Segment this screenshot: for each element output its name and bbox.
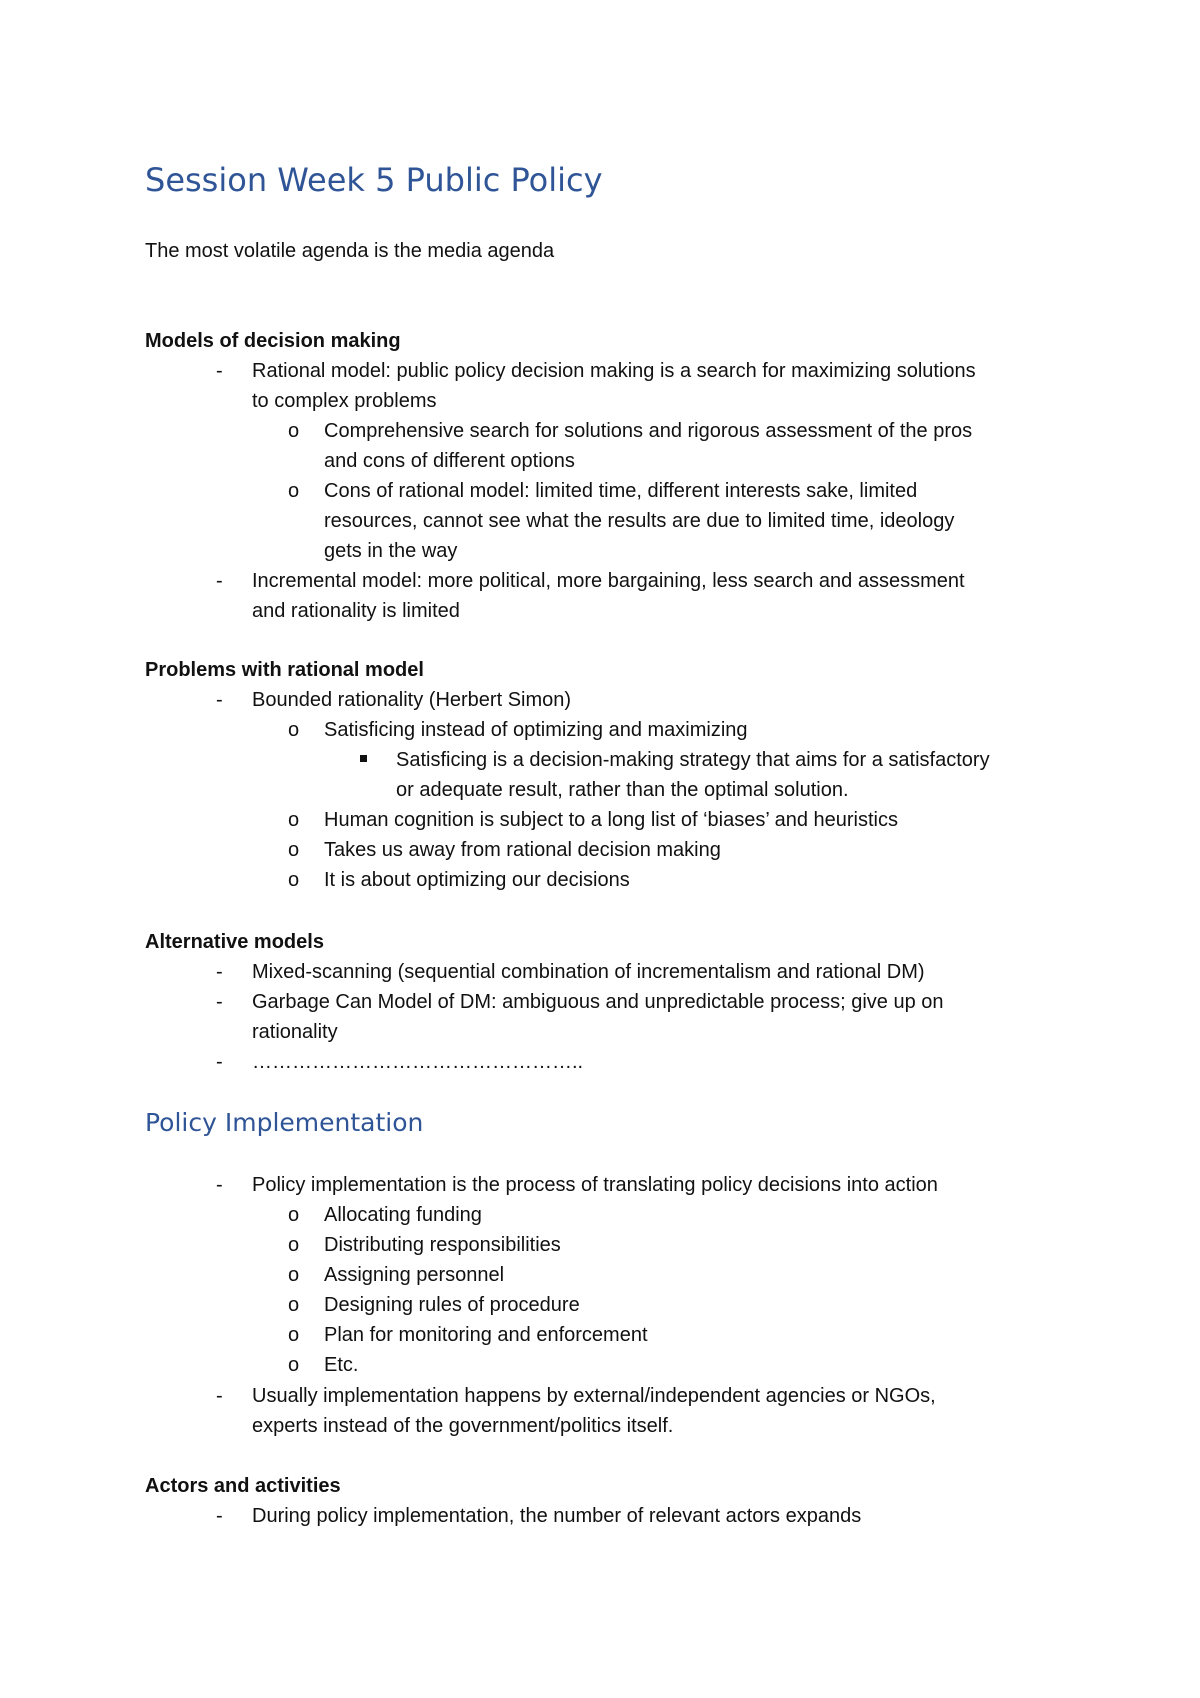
dash-bullet: - [216, 991, 223, 1013]
circle-bullet: o [288, 1234, 300, 1256]
comprehensive-line-2: and cons of different options [324, 450, 575, 472]
cons-line-1: Cons of rational model: limited time, different interests sake, limited [324, 480, 918, 502]
placeholder-dots: ………………………………………….. [252, 1051, 584, 1073]
implementation-heading: Policy Implementation [145, 1108, 424, 1137]
circle-bullet: o [288, 1264, 300, 1286]
dash-bullet: - [216, 1051, 223, 1073]
satisficing-def-line-2: or adequate result, rather than the optimal solution. [396, 779, 849, 801]
garbage-can-line-2: rationality [252, 1021, 338, 1043]
dash-bullet: - [216, 961, 223, 983]
actors-expands-item: During policy implementation, the number of relevant actors expands [252, 1505, 862, 1527]
circle-bullet: o [288, 1354, 300, 1376]
models-heading: Models of decision making [145, 330, 401, 352]
dash-bullet: - [216, 360, 223, 382]
incremental-line-1: Incremental model: more political, more bargaining, less search and assessment [252, 570, 965, 592]
circle-bullet: o [288, 1294, 300, 1316]
implementation-definition: Policy implementation is the process of translating policy decisions into action [252, 1174, 938, 1196]
dash-bullet: - [216, 689, 223, 711]
incremental-line-2: and rationality is limited [252, 600, 460, 622]
alternatives-heading: Alternative models [145, 931, 324, 953]
cognition-item: Human cognition is subject to a long list of ‘biases’ and heuristics [324, 809, 899, 831]
cons-line-3: gets in the way [324, 540, 458, 562]
comprehensive-line-1: Comprehensive search for solutions and rigorous assessment of the pros [324, 420, 973, 442]
dash-bullet: - [216, 570, 223, 592]
satisficing-item: Satisficing instead of optimizing and maximizing [324, 719, 748, 741]
circle-bullet: o [288, 719, 300, 741]
circle-bullet: o [288, 809, 300, 831]
dash-bullet: - [216, 1174, 223, 1196]
step-item: Distributing responsibilities [324, 1234, 561, 1256]
circle-bullet: o [288, 1204, 300, 1226]
takes-away-item: Takes us away from rational decision making [324, 839, 721, 861]
step-item: Assigning personnel [324, 1264, 505, 1286]
rational-model-line-1: Rational model: public policy decision making is a search for maximizing solutions [252, 360, 976, 382]
dash-bullet: - [216, 1385, 223, 1407]
step-item: Allocating funding [324, 1204, 482, 1226]
garbage-can-line-1: Garbage Can Model of DM: ambiguous and unpredictable process; give up on [252, 991, 944, 1013]
square-bullet-icon [360, 745, 370, 755]
step-item: Plan for monitoring and enforcement [324, 1324, 648, 1346]
step-item: Etc. [324, 1354, 359, 1376]
actors-heading: Actors and activities [145, 1475, 341, 1497]
circle-bullet: o [288, 420, 300, 442]
rational-model-line-2: to complex problems [252, 390, 437, 412]
circle-bullet: o [288, 839, 300, 861]
problems-heading: Problems with rational model [145, 659, 424, 681]
intro-text: The most volatile agenda is the media agenda [145, 240, 555, 262]
optimizing-item: It is about optimizing our decisions [324, 869, 630, 891]
usually-line-1: Usually implementation happens by external/independent agencies or NGOs, [252, 1385, 936, 1407]
bounded-rationality: Bounded rationality (Herbert Simon) [252, 689, 572, 711]
circle-bullet: o [288, 869, 300, 891]
dash-bullet: - [216, 1505, 223, 1527]
satisficing-def-line-1: Satisficing is a decision-making strategy that aims for a satisfactory [396, 749, 990, 771]
circle-bullet: o [288, 480, 300, 502]
circle-bullet: o [288, 1324, 300, 1346]
mixed-scanning-item: Mixed-scanning (sequential combination of incrementalism and rational DM) [252, 961, 925, 983]
cons-line-2: resources, cannot see what the results are due to limited time, ideology [324, 510, 955, 532]
step-item: Designing rules of procedure [324, 1294, 580, 1316]
page-title: Session Week 5 Public Policy [145, 161, 603, 199]
usually-line-2: experts instead of the government/politics itself. [252, 1415, 674, 1437]
